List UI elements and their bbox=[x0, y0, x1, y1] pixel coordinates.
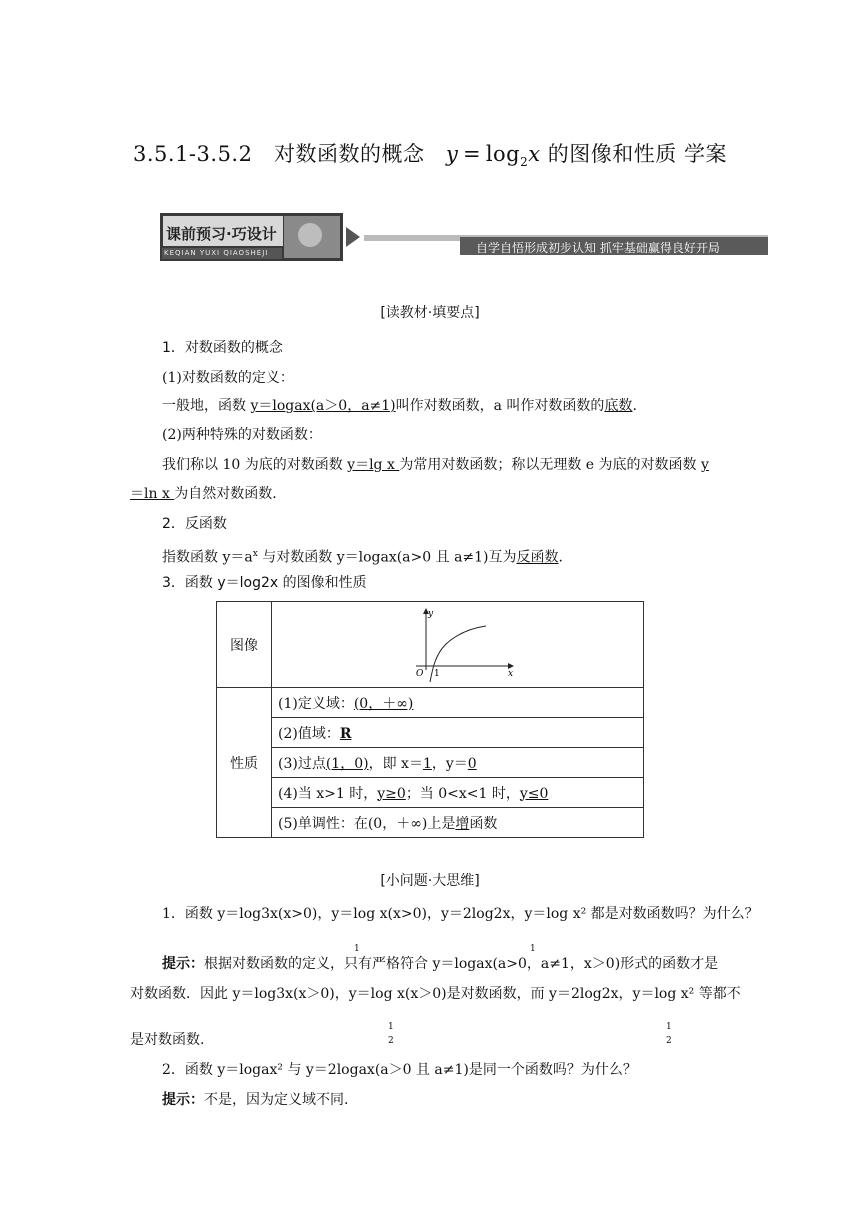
prop-row-point: (3)过点(1，0)，即 x＝1，y＝0 bbox=[272, 748, 644, 778]
graph-cell bbox=[272, 602, 644, 688]
page-title: 3.5.1-3.5.2 对数函数的概念 $y = \log_2x$ 的图像和性质 学案 bbox=[133, 142, 727, 170]
item2-text: 指数函数 $y=a^x$ 与对数函数 y＝logax(a>0 且 a≠1)互为反函数. bbox=[162, 549, 563, 566]
banner-slogan: 自学自悟形成初步认知 抓牢基础赢得良好开局 bbox=[476, 241, 720, 255]
section-heading-think: [小问题·大思维] bbox=[380, 873, 480, 889]
properties-table bbox=[216, 601, 644, 838]
log-graph bbox=[406, 606, 526, 684]
section-banner bbox=[160, 213, 768, 261]
item2-heading: 2．反函数 bbox=[162, 516, 227, 532]
item3-heading: 3．函数 y＝log2x 的图像和性质 bbox=[162, 575, 367, 591]
props-label-cell: 性质 bbox=[217, 688, 272, 838]
frac-numerator: 1 bbox=[530, 944, 536, 954]
graph-origin-label: O bbox=[416, 668, 424, 679]
item1-special-line1: 我们称以 10 为底的对数函数 y＝lg x 为常用对数函数；称以无理数 e 为底的对数函数 y bbox=[162, 457, 709, 473]
prop-row-domain: (1)定义域：(0，＋∞) bbox=[272, 688, 644, 718]
prop-row-range: (2)值域：R bbox=[272, 718, 644, 748]
item1-definition: 一般地，函数 y＝logax(a＞0，a≠1)叫作对数函数，a 叫作对数函数的底数. bbox=[162, 398, 637, 414]
graph-one-label: 1 bbox=[434, 668, 440, 679]
section-heading-read: [读教材·填要点] bbox=[380, 305, 480, 321]
item1-sub2: (2)两种特殊的对数函数： bbox=[162, 427, 322, 443]
item1-heading: 1．对数函数的概念 bbox=[162, 340, 283, 356]
banner-tag: 课前预习·巧设计 bbox=[166, 225, 277, 243]
image-label-cell: 图像 bbox=[217, 602, 272, 688]
item1-sub1: (1)对数函数的定义： bbox=[162, 370, 294, 386]
question-1: 1．函数 y＝log3x(x>0)，y＝log x(x>0)，y＝2log2x，y＝log x² 都是对数函数吗？为什么？ bbox=[162, 906, 759, 922]
prop-row-monotonic: (5)单调性：在(0，＋∞)上是增函数 bbox=[272, 808, 644, 838]
question-2: 2．函数 y＝logax² 与 y＝2logax(a＞0 且 a≠1)是同一个函数吗？为什么？ bbox=[162, 1062, 637, 1078]
item1-special-line2: ＝ln x 为自然对数函数. bbox=[130, 486, 277, 502]
frac-numerator: 1 bbox=[666, 1022, 672, 1032]
q1-hint-line3: 是对数函数. bbox=[130, 1032, 205, 1048]
frac-numerator: 1 bbox=[354, 944, 360, 954]
frac-denominator: 2 bbox=[388, 1036, 394, 1046]
graph-x-label: x bbox=[508, 668, 514, 679]
frac-denominator: 2 bbox=[666, 1036, 672, 1046]
prop-row-sign: (4)当 x>1 时，y≥0；当 0<x<1 时，y≤0 bbox=[272, 778, 644, 808]
q1-hint-line2: 对数函数．因此 y＝log3x(x＞0)，y＝log x(x＞0)是对数函数，而 y＝2log2x，y＝log x² 等都不 bbox=[130, 986, 741, 1002]
graph-y-label: y bbox=[428, 608, 434, 619]
banner-pinyin: KEQIAN YUXI QIAOSHEJI bbox=[164, 249, 269, 257]
q2-hint: 提示：不是，因为定义域不同. bbox=[162, 1092, 349, 1108]
q1-hint-line1: 提示：根据对数函数的定义，只有严格符合 y＝logax(a>0，a≠1，x＞0)形式的函数才是 bbox=[162, 956, 719, 972]
frac-numerator: 1 bbox=[388, 1022, 394, 1032]
